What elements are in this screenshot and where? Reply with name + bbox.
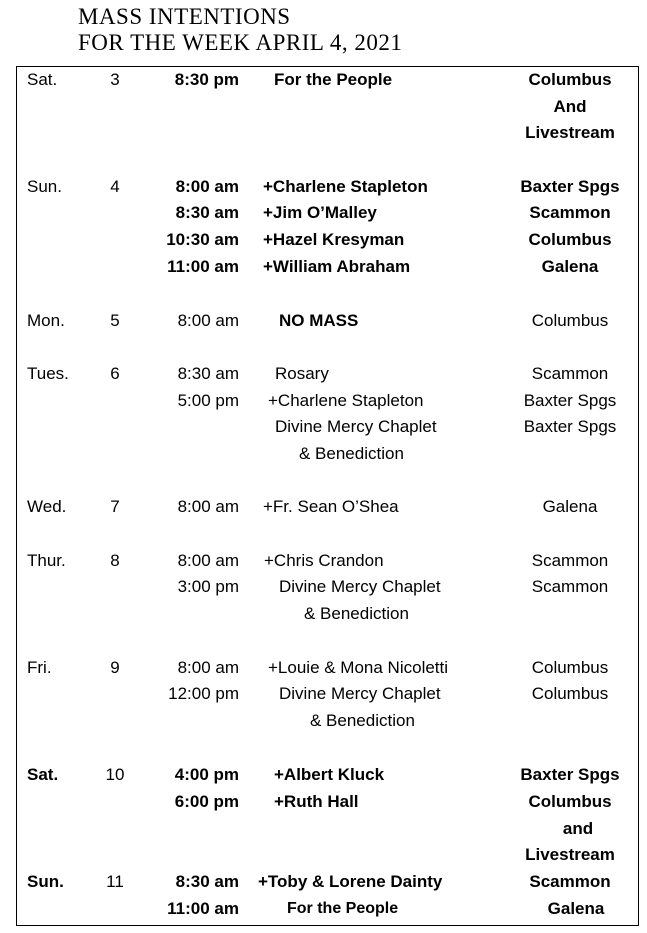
entry-date: 3: [110, 70, 120, 89]
intention: +Chris Crandon: [264, 551, 384, 570]
entry-day: Fri.: [27, 658, 52, 677]
intention: +William Abraham: [263, 257, 411, 276]
intention: For the People: [274, 70, 393, 89]
title-line-1: MASS INTENTIONS: [78, 4, 291, 29]
entry-day: Wed.: [27, 497, 67, 516]
location: Scammon: [531, 364, 609, 383]
entry-date: 6: [110, 364, 120, 383]
entry-date: 4: [110, 177, 120, 196]
mass-time: 10:30 am: [166, 230, 239, 249]
location: And: [553, 97, 587, 116]
mass-time: 11:00 am: [167, 899, 239, 918]
entry-date: 9: [110, 658, 120, 677]
mass-time: 8:30 pm: [174, 70, 239, 89]
entry-day: Sun.: [27, 872, 64, 891]
entry-day: Mon.: [27, 311, 65, 330]
location: Columbus: [531, 684, 609, 703]
location: Livestream: [525, 845, 615, 864]
mass-time: 8:00 am: [175, 177, 239, 196]
mass-time: 8:30 am: [175, 203, 239, 222]
location: Columbus: [528, 792, 612, 811]
location: Columbus: [531, 658, 609, 677]
intention: +Charlene Stapleton: [263, 177, 428, 196]
mass-time: 8:00 am: [177, 311, 239, 330]
entry-day: Sun.: [27, 177, 62, 196]
entry-date: 11: [106, 872, 124, 891]
location: Galena: [542, 497, 598, 516]
mass-time: 8:30 am: [175, 872, 239, 891]
mass-time: 11:00 am: [167, 257, 239, 276]
mass-time: 4:00 pm: [174, 765, 239, 784]
location: Columbus: [528, 230, 612, 249]
entry-day: Sat.: [27, 765, 59, 784]
location: Columbus: [531, 311, 609, 330]
location: Scammon: [531, 551, 609, 570]
mass-time: 3:00 pm: [177, 577, 239, 596]
entry-day: Tues.: [27, 364, 69, 383]
location: Scammon: [529, 872, 611, 891]
intention: & Benediction: [299, 444, 404, 463]
mass-time: 12:00 pm: [168, 684, 239, 703]
intention: & Benediction: [304, 604, 409, 623]
mass-time: 8:00 am: [177, 658, 239, 677]
entry-day: Thur.: [27, 551, 66, 570]
intention: Rosary: [275, 364, 329, 383]
location: Scammon: [529, 203, 611, 222]
mass-time: 5:00 pm: [177, 391, 239, 410]
location: and: [562, 819, 594, 838]
intention: & Benediction: [310, 711, 415, 730]
title-line-2: FOR THE WEEK APRIL 4, 2021: [78, 30, 403, 55]
mass-time: 8:00 am: [177, 497, 239, 516]
intention: +Ruth Hall: [274, 792, 359, 811]
intention: For the People: [287, 900, 399, 917]
entry-day: Sat.: [27, 70, 58, 89]
intention: +Hazel Kresyman: [263, 230, 405, 249]
mass-time: 8:00 am: [177, 551, 239, 570]
location: Livestream: [525, 123, 615, 142]
location: Baxter Spgs: [523, 417, 617, 436]
location: Baxter Spgs: [520, 177, 620, 196]
mass-time: 8:30 am: [177, 364, 239, 383]
intention: Divine Mercy Chaplet: [279, 684, 441, 703]
location: Baxter Spgs: [520, 765, 620, 784]
location: Galena: [547, 899, 605, 918]
intention: +Fr. Sean O’Shea: [263, 497, 399, 516]
entry-date: 5: [110, 311, 120, 330]
intention: +Toby & Lorene Dainty: [258, 872, 443, 891]
entry-date: 7: [110, 497, 120, 516]
mass-time: 6:00 pm: [174, 792, 239, 811]
intention: NO MASS: [279, 311, 359, 330]
location: Scammon: [531, 577, 609, 596]
intention: Divine Mercy Chaplet: [279, 577, 441, 596]
intention: Divine Mercy Chaplet: [275, 417, 437, 436]
intention: +Louie & Mona Nicoletti: [268, 658, 449, 677]
entry-date: 8: [110, 551, 120, 570]
location: Baxter Spgs: [523, 391, 617, 410]
intention: +Charlene Stapleton: [268, 391, 424, 410]
entry-date: 10: [105, 765, 125, 784]
location: Columbus: [528, 70, 612, 89]
intention: +Jim O’Malley: [263, 203, 377, 222]
intention: +Albert Kluck: [274, 765, 385, 784]
location: Galena: [541, 257, 599, 276]
